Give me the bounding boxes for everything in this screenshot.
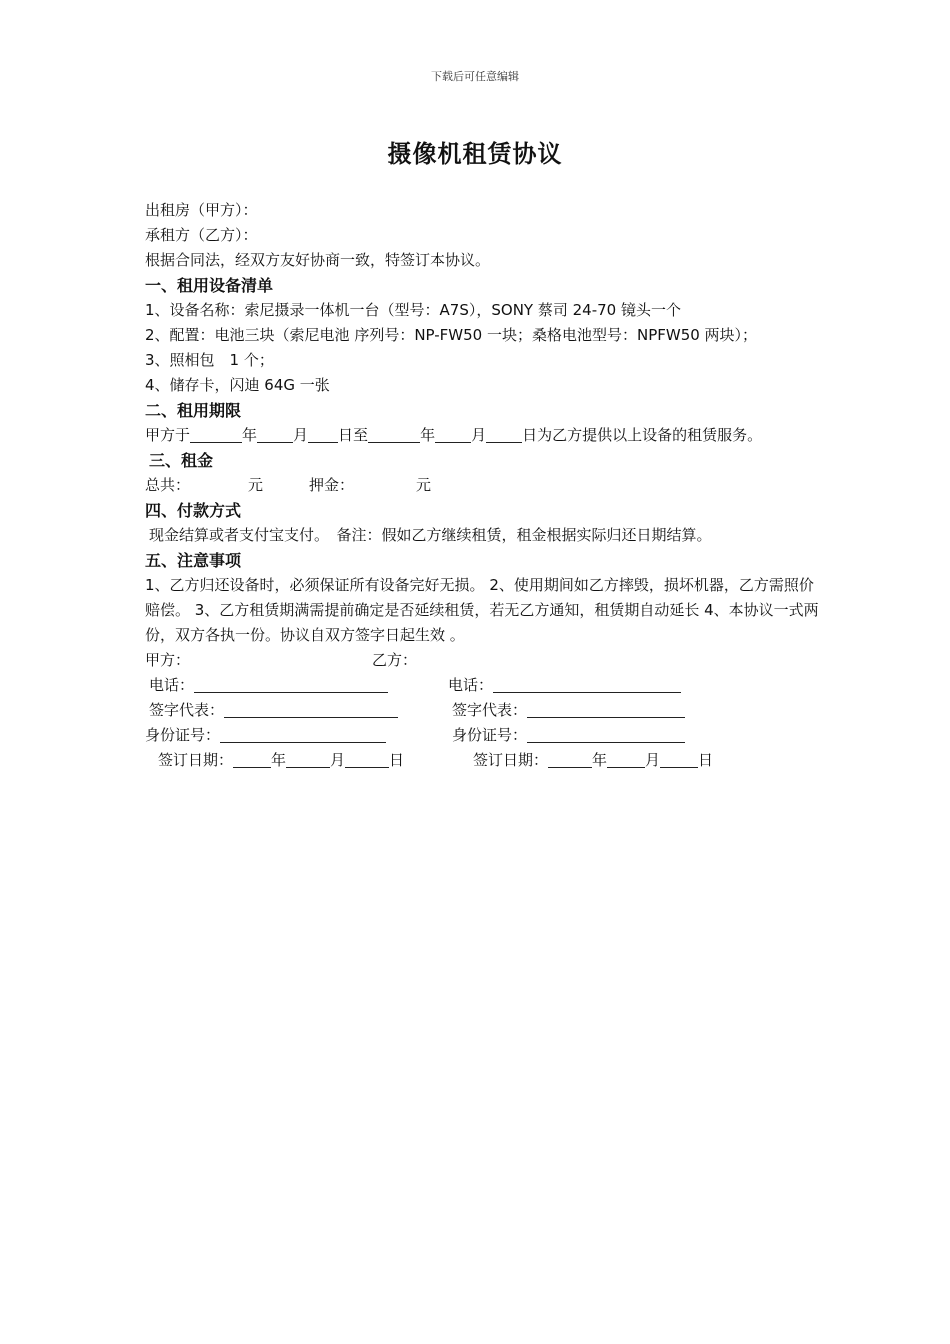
party-b-date-group	[473, 748, 713, 773]
rent-total-unit: 元	[248, 476, 264, 494]
party-b-phone-group	[448, 673, 681, 698]
party-b-date-month-blank[interactable]	[607, 750, 645, 768]
party-a-rep-label: 签字代表：	[149, 701, 225, 719]
equipment-item-4: 4、储存卡，闪迪 64G 一张	[145, 376, 330, 394]
party-b-id-label: 身份证号：	[452, 726, 528, 744]
payment-text: 现金结算或者支付宝支付。 备注：假如乙方继续租赁，租金根据实际归还日期结算。	[149, 526, 712, 544]
period-day-to-label: 日至	[338, 426, 369, 444]
rent-total-label: 总共：	[145, 476, 191, 494]
end-month-blank[interactable]	[435, 425, 471, 443]
party-b-rep-blank[interactable]	[527, 700, 685, 718]
party-b-id-group	[452, 723, 685, 748]
rent-line	[145, 473, 825, 498]
equipment-item-3: 3、照相包 1 个；	[145, 351, 274, 369]
party-b-label: 乙方：	[372, 651, 418, 669]
party-b-date-year-blank[interactable]	[548, 750, 592, 768]
section-2-heading: 二、租用期限	[145, 401, 242, 420]
party-b-rep-group	[452, 698, 685, 723]
party-a-phone-blank[interactable]	[194, 675, 388, 693]
party-b-rep-label: 签字代表：	[452, 701, 528, 719]
rental-period-line	[145, 423, 825, 448]
signature-date-row	[145, 748, 825, 773]
period-month-label: 月	[293, 426, 309, 444]
end-day-blank[interactable]	[486, 425, 522, 443]
party-a-date-label: 签订日期：	[158, 751, 234, 769]
signature-parties-row	[145, 648, 825, 673]
party-a-date-month: 月	[330, 751, 346, 769]
signature-phone-row	[145, 673, 825, 698]
period-year-label: 年	[242, 426, 258, 444]
party-b-phone-label: 电话：	[448, 676, 494, 694]
party-b-date-day: 日	[698, 751, 714, 769]
period-end-month-label: 月	[471, 426, 487, 444]
equipment-item-2: 2、配置：电池三块（索尼电池 序列号：NP-FW50 一块；桑格电池型号：NPFW50 两块）；	[145, 326, 758, 344]
party-b-date-label: 签订日期：	[473, 751, 549, 769]
start-month-blank[interactable]	[257, 425, 293, 443]
equipment-item-1: 1、设备名称：索尼摄录一体机一台（型号：A7S），SONY 蔡司 24-70 镜头一个	[145, 301, 681, 319]
deposit-label: 押金：	[309, 476, 355, 494]
party-a-date-year-blank[interactable]	[233, 750, 271, 768]
party-a-date-day: 日	[389, 751, 405, 769]
party-a-date-day-blank[interactable]	[345, 750, 389, 768]
party-b-date-day-blank[interactable]	[660, 750, 698, 768]
signature-rep-row	[145, 698, 825, 723]
party-a-date-month-blank[interactable]	[286, 750, 330, 768]
period-tail: 日为乙方提供以上设备的租赁服务。	[522, 426, 763, 444]
party-a-id-label: 身份证号：	[145, 726, 221, 744]
party-a-phone-label: 电话：	[149, 676, 195, 694]
lessor-label: 出租房（甲方）：	[145, 201, 258, 219]
header-note: 下载后可任意编辑	[431, 70, 519, 83]
party-a-id-blank[interactable]	[220, 725, 386, 743]
start-day-blank[interactable]	[308, 425, 338, 443]
party-b-date-month: 月	[645, 751, 661, 769]
section-3-heading: 三、租金	[149, 451, 214, 470]
deposit-unit: 元	[416, 476, 432, 494]
document-title: 摄像机租赁协议	[387, 140, 563, 168]
party-a-rep-blank[interactable]	[224, 700, 398, 718]
party-a-date-year: 年	[271, 751, 287, 769]
start-year-blank[interactable]	[190, 425, 242, 443]
period-end-year-label: 年	[420, 426, 436, 444]
section-4-heading: 四、付款方式	[145, 501, 242, 520]
notes-text: 1、乙方归还设备时，必须保证所有设备完好无损。 2、使用期间如乙方摔毁，损坏机器，乙方需照价赔偿。 3、乙方租赁期满需提前确定是否延续租赁，若无乙方通知，租赁期自动延长 4、本协议一式两份，双方各执一份。协议自双方签字日起生效 。	[145, 576, 819, 644]
party-a-label: 甲方：	[145, 651, 191, 669]
party-b-date-year: 年	[592, 751, 608, 769]
section-5-heading: 五、注意事项	[145, 551, 242, 570]
period-prefix: 甲方于	[145, 426, 191, 444]
lessee-label: 承租方（乙方）：	[145, 226, 258, 244]
section-1-heading: 一、租用设备清单	[145, 276, 274, 295]
end-year-blank[interactable]	[368, 425, 420, 443]
document-body	[145, 198, 825, 773]
intro-text: 根据合同法，经双方友好协商一致，特签订本协议。	[145, 251, 491, 269]
party-b-phone-blank[interactable]	[493, 675, 681, 693]
party-b-id-blank[interactable]	[527, 725, 685, 743]
signature-id-row	[145, 723, 825, 748]
